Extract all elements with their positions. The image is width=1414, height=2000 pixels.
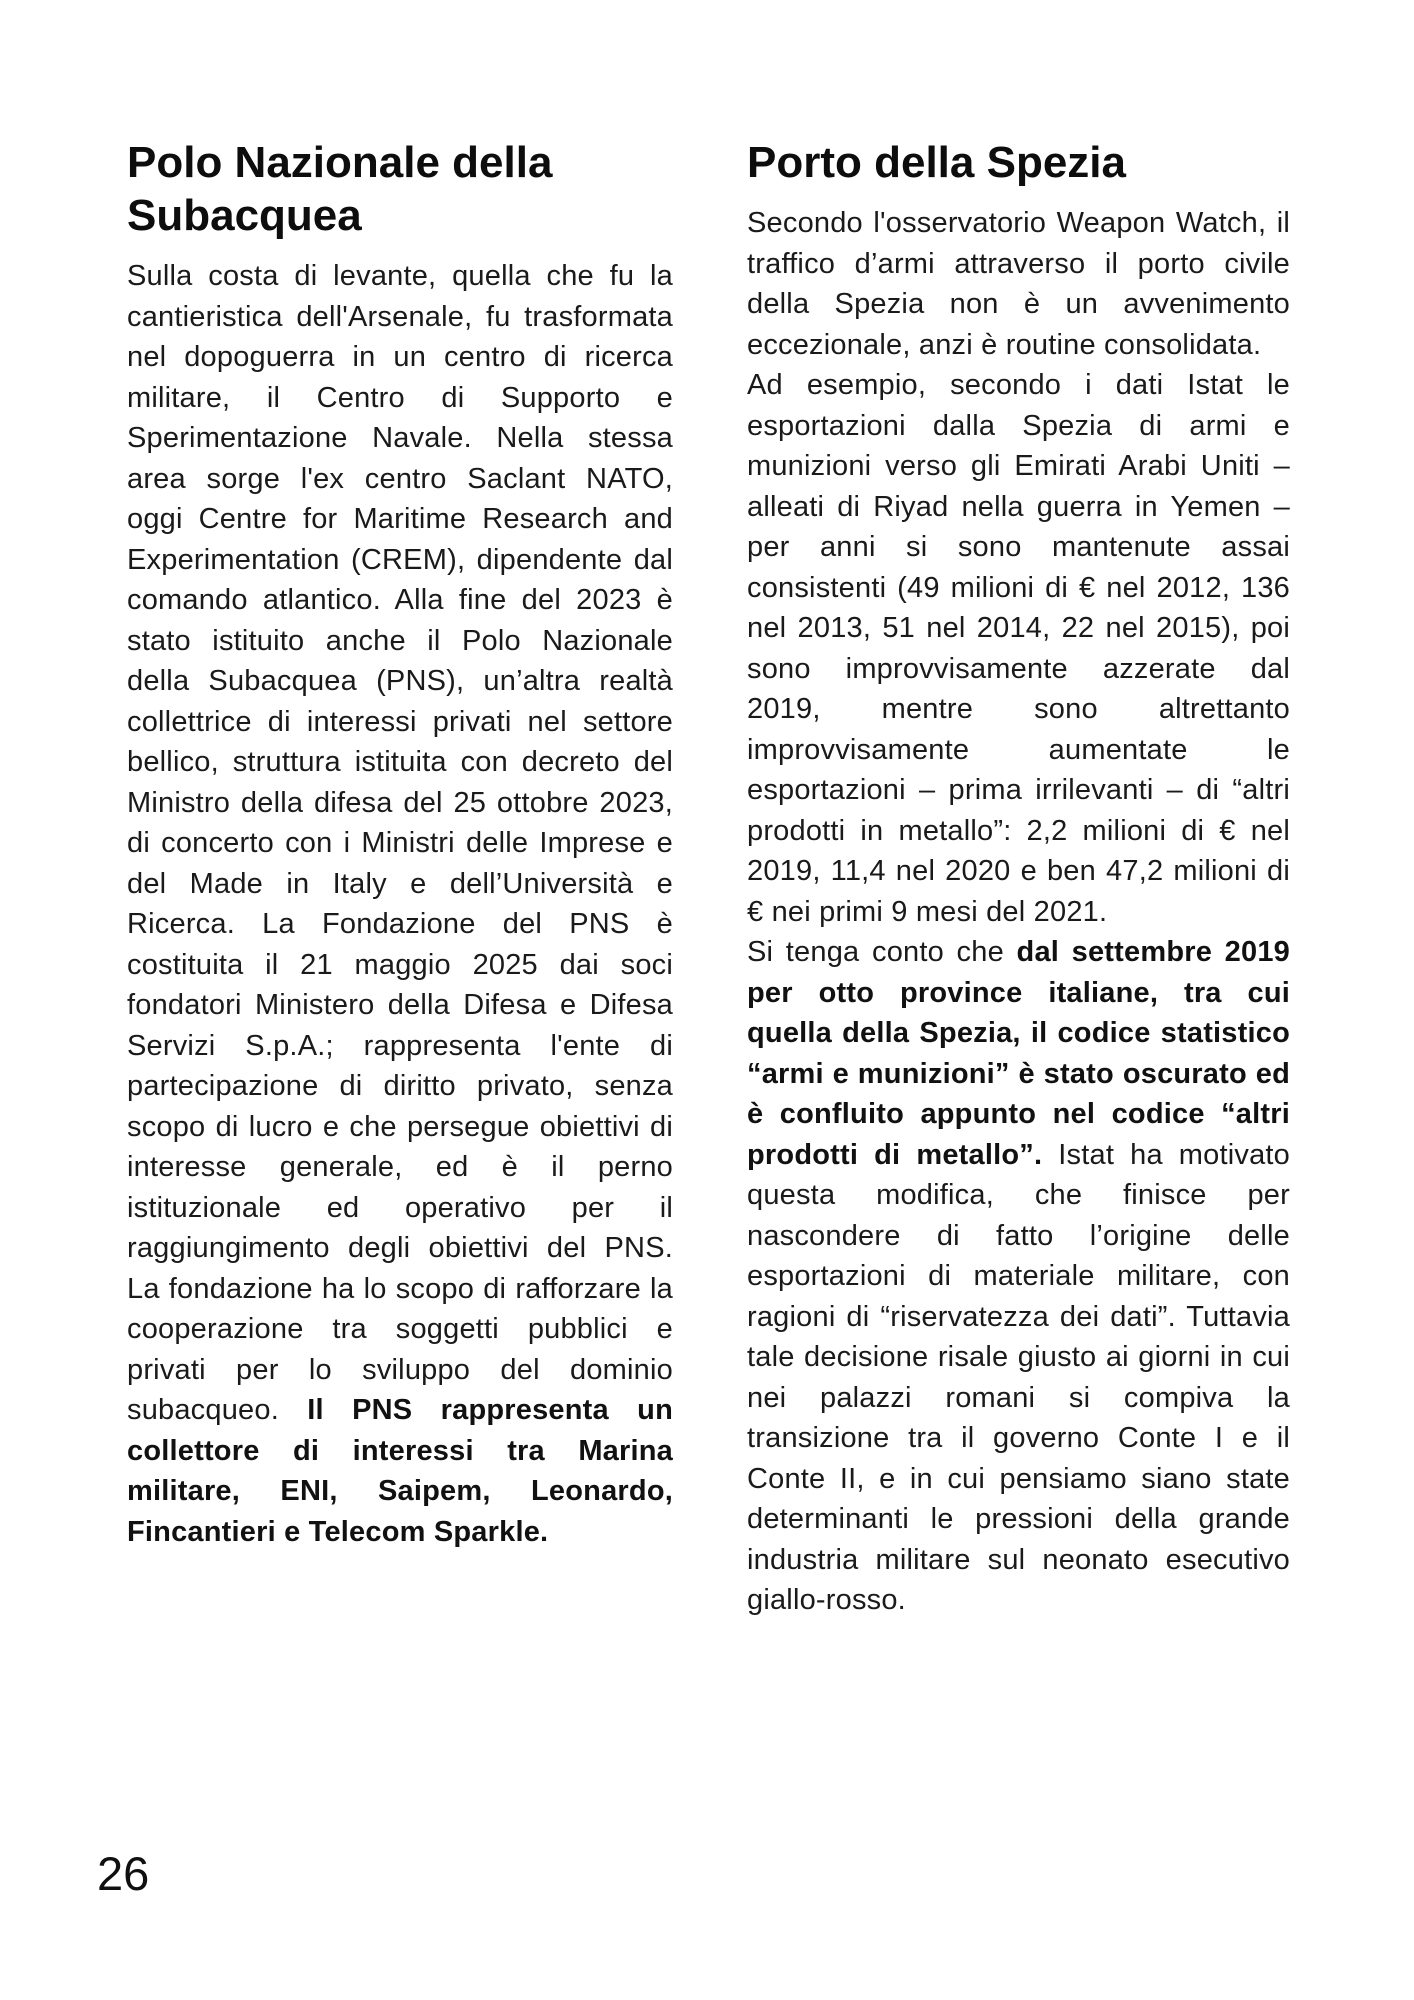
body-text-regular: Si tenga conto che xyxy=(747,936,1017,968)
paragraph: Secondo l'osservatorio Weapon Watch, il traffico d’armi attraverso il porto civile della Spezia non è un avvenimento eccezionale, anzi è routine consolidata. xyxy=(747,207,1290,361)
article-heading-polo-nazionale: Polo Nazionale della Subacquea xyxy=(127,138,553,240)
page-number: 26 xyxy=(97,1847,150,1900)
paragraph: Ad esempio, secondo i dati Istat le esportazioni dalla Spezia di armi e munizioni verso gli Emirati Arabi Uniti – alleati di Riyad nella guerra in Yemen – per anni si sono mantenute assai consistenti (49 milioni di € nel 2012, 136 nel 2013, 51 nel 2014, 22 nel 2015), poi sono improvvisamente azzerate dal 2019, mentre sono altrettanto improvvisamente aumentate le esportazioni – prima irrilevanti – di “altri prodotti in metallo”: 2,2 milioni di € nel 2019, 11,4 nel 2020 e ben 47,2 milioni di € nei primi 9 mesi del 2021. xyxy=(747,369,1290,928)
paragraph xyxy=(127,256,673,1552)
article-body-right xyxy=(747,203,1290,1621)
article-body-left xyxy=(127,256,673,1552)
body-text-regular: Sulla costa di levante, quella che fu la cantieristica dell'Arsenale, fu trasformata nel dopoguerra in un centro di ricerca militare, il Centro di Supporto e Sperimentazione Navale. Nella stessa area sorge l'ex centro Saclant NATO, oggi Centre for Maritime Research and Experimentation (CREM), dipendente dal comando atlantico. Alla fine del 2023 è stato istituito anche il Polo Nazionale della Subacquea (PNS), un’altra realtà collettrice di interessi privati nel settore bellico, struttura istituita con decreto del Ministro della difesa del 25 ottobre 2023, di concerto con i Ministri delle Imprese e del Made in Italy e dell’Università e Ricerca. La Fondazione del PNS è costituita il 21 maggio 2025 dai soci fondatori Ministero della Difesa e Difesa Servizi S.p.A.; rappresenta l'ente di partecipazione di diritto privato, senza scopo di lucro e che persegue obiettivi di interesse generale, ed è il perno istituzionale ed operativo per il raggiungimento degli obiettivi del PNS. La fondazione ha lo scopo di rafforzare la cooperazione tra soggetti pubblici e privati per lo sviluppo del dominio subacqueo. xyxy=(127,260,673,1426)
article-heading-porto-spezia: Porto della Spezia xyxy=(747,138,1126,187)
paragraph xyxy=(747,932,1290,1621)
body-text-bold: Il PNS rappresenta un collettore di interessi tra Marina militare, ENI, Saipem, Leonardo, Fincantieri e Telecom Sparkle. xyxy=(127,1394,674,1548)
article-column-right xyxy=(747,136,1290,1621)
body-text-bold: dal settembre 2019 per otto province italiane, tra cui quella della Spezia, il codice statistico “armi e munizioni” è stato oscurato ed è confluito appunto nel codice “altri prodotti di metallo”. xyxy=(747,936,1290,1171)
body-text-regular: Istat ha motivato questa modifica, che finisce per nascondere di fatto l’origine delle esportazioni di materiale militare, con ragioni di “riservatezza dei dati”. Tuttavia tale decisione risale giusto ai giorni in cui nei palazzi romani si compiva la transizione tra il governo Conte I e il Conte II, e in cui pensiamo siano state determinanti le pressioni della grande industria militare sul neonato esecutivo giallo-rosso. xyxy=(747,1138,1291,1616)
article-column-left xyxy=(127,136,673,1552)
